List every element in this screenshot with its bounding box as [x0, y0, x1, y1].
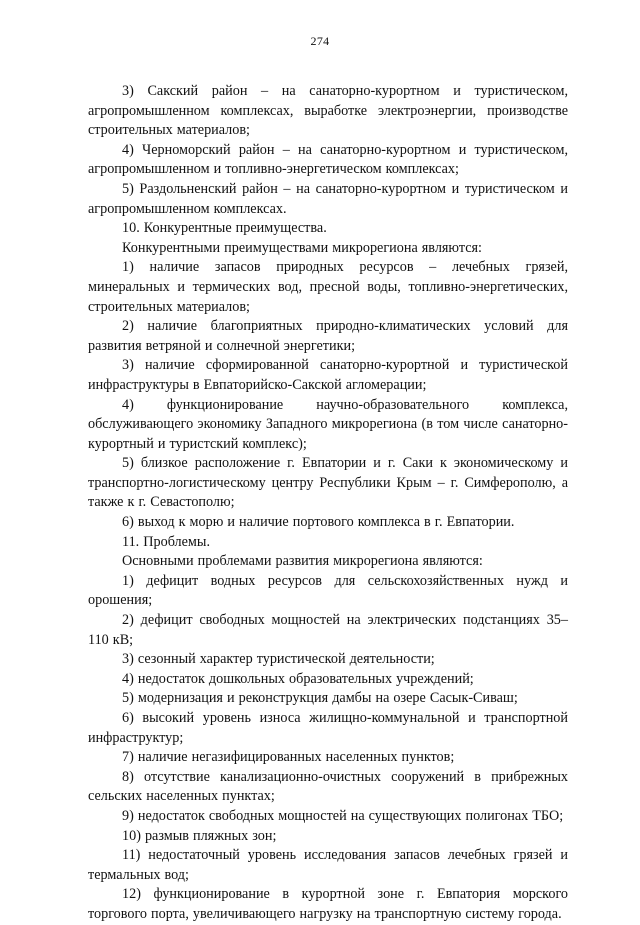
paragraph-saki-district: 3) Сакский район – на санаторно-курортном и туристическом, агропромышленном комплексах, выработке электроэнергии, производстве строительных материалов; — [88, 83, 568, 139]
advantage-item-4: 4) функционирование научно-образовательного комплекса, обслуживающего экономику Западного микрорегиона (в том числе санаторно-курортный и туристский комплекс); — [88, 396, 568, 452]
problem-item-8: 8) отсутствие канализационно-очистных сооружений в прибрежных сельских населенных пунктах; — [88, 768, 568, 805]
problem-item-11: 11) недостаточный уровень исследования запасов лечебных грязей и термальных вод; — [88, 847, 568, 883]
problem-item-6: 6) высокий уровень износа жилищно-коммунальной и транспортной инфраструктур; — [88, 710, 568, 746]
paragraph-chernomorsky-district: 4) Черноморский район – на санаторно-курортном и туристическом, агропромышленном и топливно-энергетическом комплексах; — [88, 141, 568, 178]
advantage-item-1: 1) наличие запасов природных ресурсов – лечебных грязей, минеральных и термических вод, пресной воды, топливно-энергетических, строительных материалов; — [88, 259, 568, 315]
problem-item-10: 10) размыв пляжных зон; — [122, 827, 277, 844]
advantage-item-2: 2) наличие благоприятных природно-климатических условий для развития ветряной и солнечной энергетики; — [88, 318, 568, 354]
page-number: 274 — [310, 34, 330, 48]
problem-item-3: 3) сезонный характер туристической деятельности; — [122, 651, 435, 668]
advantage-item-5: 5) близкое расположение г. Евпатории и г. Саки к экономическому и транспортно-логистическому центру Республики Крым – г. Симферополю, а также к г. Севастополю; — [88, 455, 568, 511]
problem-item-2: 2) дефицит свободных мощностей на электрических подстанциях 35–110 кВ; — [88, 612, 568, 648]
section-heading-problems: 11. Проблемы. — [122, 533, 210, 550]
problem-item-5: 5) модернизация и реконструкция дамбы на озере Сасык-Сиваш; — [122, 690, 518, 707]
section-heading-competitive-advantages: 10. Конкурентные преимущества. — [122, 220, 327, 237]
paragraph-razdolnensky-district: 5) Раздольненский район – на санаторно-курортном и туристическом и агропромышленном комплексах. — [88, 180, 568, 217]
problem-item-9: 9) недостаток свободных мощностей на существующих полигонах ТБО; — [122, 807, 564, 824]
advantage-item-6: 6) выход к морю и наличие портового комплекса в г. Евпатории. — [122, 514, 515, 531]
paragraph-problems-intro: Основными проблемами развития микрорегиона являются: — [122, 553, 483, 570]
problem-item-4: 4) недостаток дошкольных образовательных учреждений; — [122, 670, 474, 687]
document-body — [88, 82, 568, 925]
problem-item-12: 12) функционирование в курортной зоне г. Евпатория морского торгового порта, увеличивающего нагрузку на транспортную систему города. — [88, 886, 568, 922]
paragraph-advantages-intro: Конкурентными преимуществами микрорегиона являются: — [122, 239, 482, 256]
problem-item-7: 7) наличие негазифицированных населенных пунктов; — [122, 749, 455, 766]
problem-item-1: 1) дефицит водных ресурсов для сельскохозяйственных нужд и орошения; — [88, 572, 568, 609]
advantage-item-3: 3) наличие сформированной санаторно-курортной и туристической инфраструктуры в Евпаторийско-Сакской агломерации; — [88, 357, 568, 393]
